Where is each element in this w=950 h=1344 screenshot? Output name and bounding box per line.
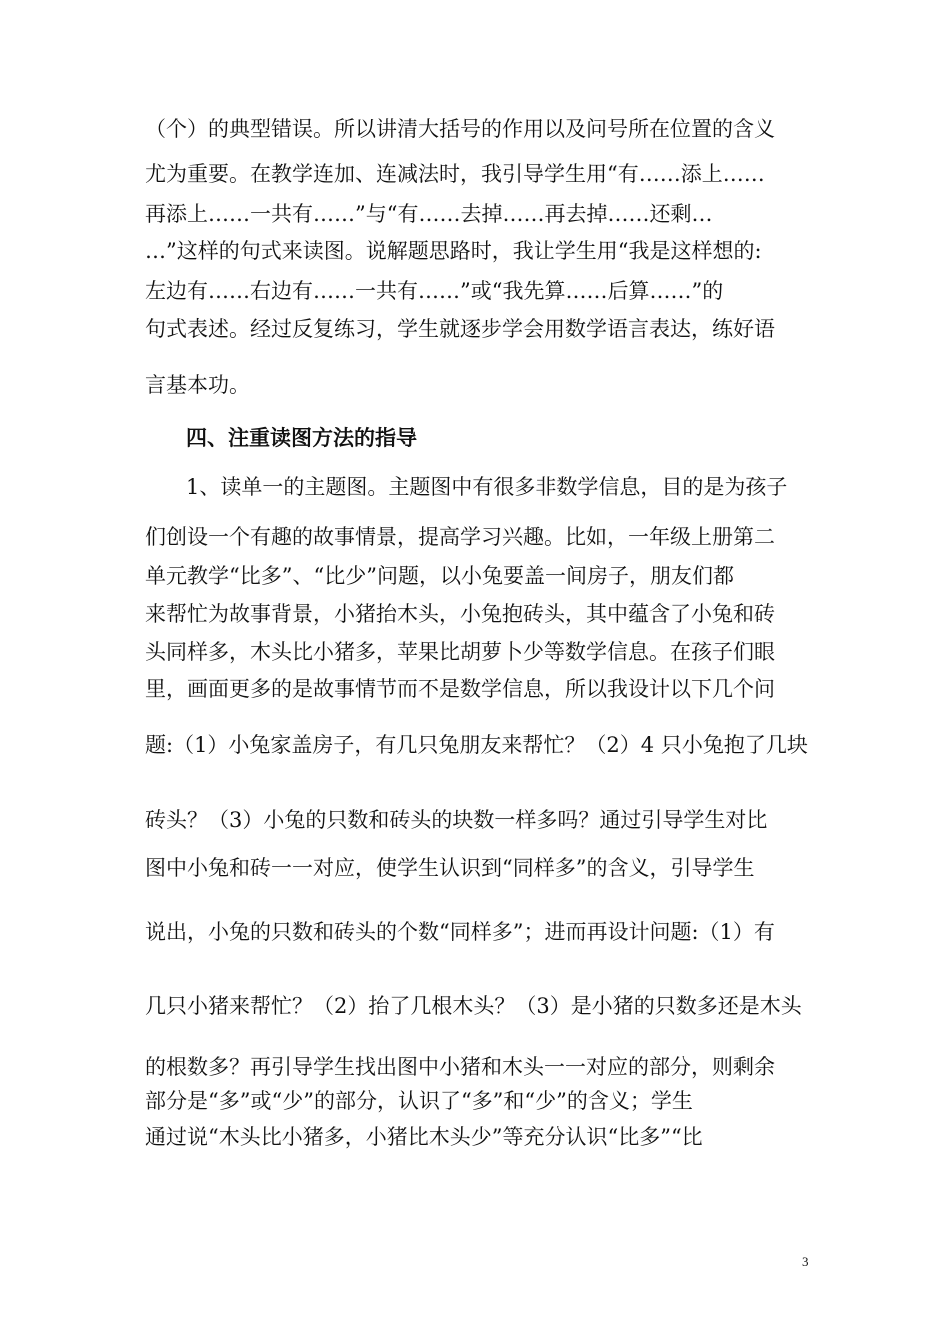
text-line: 通过说“木头比小猪多，小猪比木头少”等充分认识“比多”“比	[145, 1125, 703, 1149]
text-line: 左边有……右边有……一共有……”或“我先算……后算……”的	[145, 279, 724, 303]
text-line: 言基本功。	[145, 373, 250, 397]
text-line: 1、读单一的主题图。主题图中有很多非数学信息，目的是为孩子	[186, 475, 788, 499]
text-line: 们创设一个有趣的故事情景，提高学习兴趣。比如，一年级上册第二	[145, 525, 775, 549]
text-line: 里，画面更多的是故事情节而不是数学信息，所以我设计以下几个问	[145, 677, 775, 701]
text-line: 几只小猪来帮忙？（2）抬了几根木头？（3）是小猪的只数多还是木头	[145, 994, 802, 1018]
text-line: 的根数多？再引导学生找出图中小猪和木头一一对应的部分，则剩余	[145, 1055, 775, 1079]
section-heading: 四、注重读图方法的指导	[186, 426, 417, 450]
text-line: 句式表述。经过反复练习，学生就逐步学会用数学语言表达，练好语	[145, 317, 775, 341]
page-number: 3	[802, 1254, 809, 1269]
text-line: 头同样多，木头比小猪多，苹果比胡萝卜少等数学信息。在孩子们眼	[145, 640, 775, 664]
text-line: 部分是“多”或“少”的部分，认识了“多”和“少”的含义；学生	[145, 1089, 693, 1113]
text-line: 砖头？（3）小兔的只数和砖头的块数一样多吗？通过引导学生对比	[145, 808, 768, 832]
text-line: （个）的典型错误。所以讲清大括号的作用以及问号所在位置的含义	[145, 117, 775, 141]
text-line: 单元教学“比多”、“比少”问题，以小兔要盖一间房子，朋友们都	[145, 564, 734, 588]
text-line: 尤为重要。在教学连加、连减法时，我引导学生用“有……添上……	[145, 162, 765, 186]
text-line: 说出，小兔的只数和砖头的个数“同样多”；进而再设计问题:（1）有	[145, 920, 775, 944]
text-line: 题:（1）小兔家盖房子，有几只兔朋友来帮忙？（2）4 只小兔抱了几块	[145, 733, 808, 757]
text-line: 再添上……一共有……”与“有……去掉……再去掉……还剩…	[145, 202, 713, 226]
text-line: 来帮忙为故事背景，小猪抬木头，小兔抱砖头，其中蕴含了小兔和砖	[145, 602, 775, 626]
text-line: …”这样的句式来读图。说解题思路时，我让学生用“我是这样想的:	[145, 239, 762, 263]
text-line: 图中小兔和砖一一对应，使学生认识到“同样多”的含义，引导学生	[145, 856, 755, 880]
